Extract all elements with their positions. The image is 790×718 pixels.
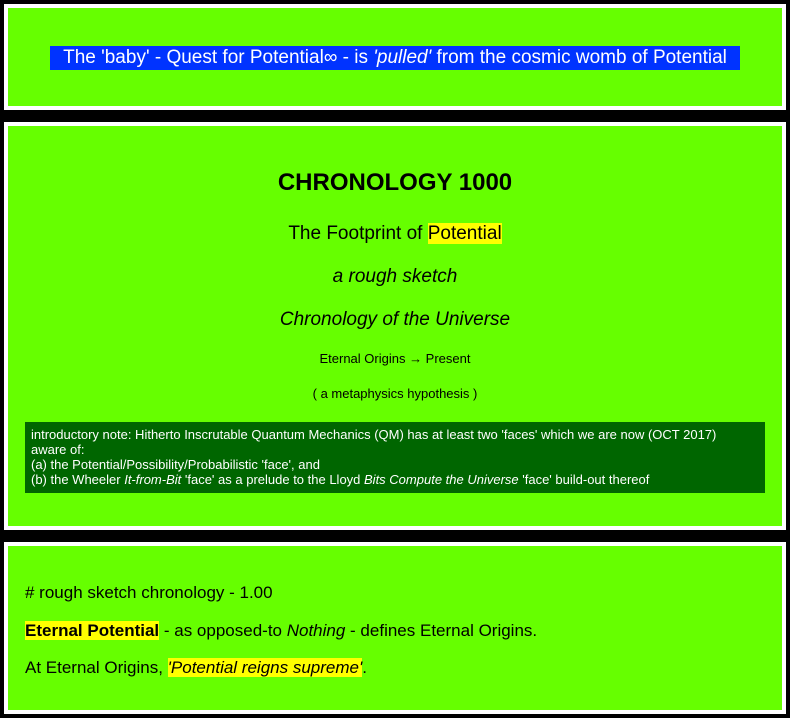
chronology-panel xyxy=(4,542,786,714)
banner-panel-body xyxy=(8,8,782,106)
note-line-4-middle: 'face' as a prelude to the Lloyd xyxy=(181,472,365,487)
note-bits-compute: Bits Compute the Universe xyxy=(364,472,519,487)
chronology-subtitle: Chronology of the Universe xyxy=(279,309,511,330)
paragraph-1-part-b: - as opposed-to xyxy=(159,621,287,640)
paragraph-2-part-a: At Eternal Origins, xyxy=(25,658,168,677)
page-title: CHRONOLOGY 1000 xyxy=(277,169,513,196)
rough-sketch-label: a rough sketch xyxy=(332,266,458,287)
banner-panel xyxy=(4,4,786,110)
note-line-1: introductory note: Hitherto Inscrutable Quantum Mechanics (QM) has at least two 'faces' which we are now (OCT 2017) xyxy=(31,427,717,442)
banner-text-emphasis: 'pulled' xyxy=(373,47,432,68)
note-line-2: aware of: xyxy=(31,442,85,457)
note-line-4-start: (b) the Wheeler xyxy=(31,472,125,487)
subtitle-footprint-text: The Footprint of xyxy=(288,223,428,244)
banner-text-start: The 'baby' - Quest for Potential∞ - is xyxy=(63,47,374,68)
eternal-potential-term: Eternal Potential xyxy=(25,621,160,640)
highlighted-potential: Potential xyxy=(427,223,502,244)
paragraph-2-part-c: . xyxy=(362,658,367,677)
nothing-term: Nothing xyxy=(286,621,346,640)
chronology-panel-body xyxy=(8,546,782,710)
origins-range: Eternal Origins → Present xyxy=(319,351,471,366)
intro-panel-body xyxy=(8,126,782,526)
note-line-4-end: 'face' build-out thereof xyxy=(518,472,650,487)
paragraph-1-part-d: - defines Eternal Origins. xyxy=(345,621,538,640)
subtitle-footprint xyxy=(8,223,782,245)
banner-text xyxy=(50,46,740,70)
eternal-origins-paragraph xyxy=(25,658,367,678)
hypothesis-label: ( a metaphysics hypothesis ) xyxy=(312,386,478,401)
note-it-from-bit: It-from-Bit xyxy=(124,472,182,487)
banner-text-end: from the cosmic womb of Potential xyxy=(431,47,727,68)
intro-panel xyxy=(4,122,786,530)
eternal-potential-paragraph xyxy=(25,621,537,641)
note-line-4 xyxy=(31,472,759,487)
section-heading: # rough sketch chronology - 1.00 xyxy=(25,583,273,602)
introductory-note xyxy=(25,422,765,493)
potential-reigns-quote: 'Potential reigns supreme' xyxy=(167,658,363,677)
note-line-3: (a) the Potential/Possibility/Probabilistic 'face', and xyxy=(31,457,320,472)
